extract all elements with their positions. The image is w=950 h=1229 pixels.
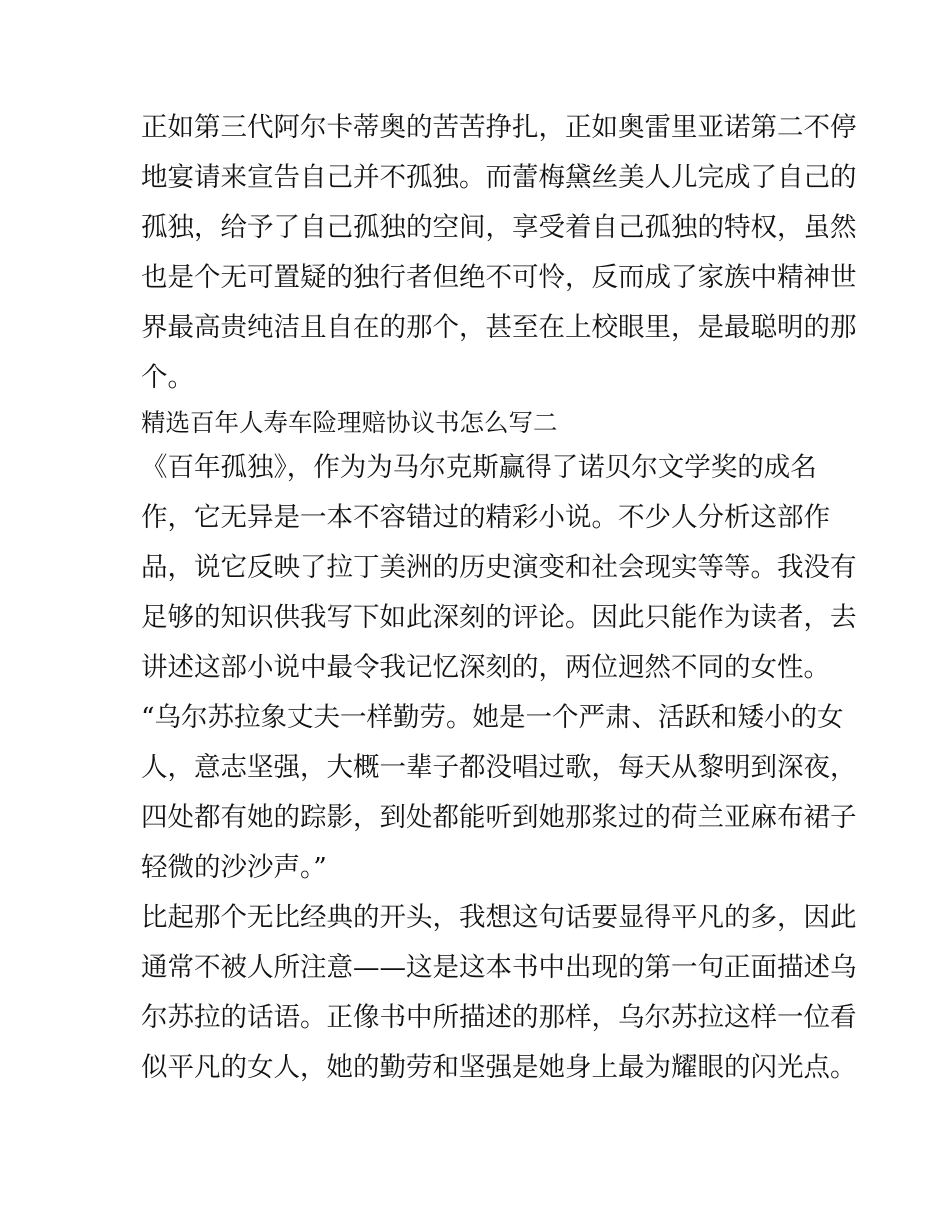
text-line: 尔苏拉的话语。正像书中所描述的那样，乌尔苏拉这样一位看: [141, 1002, 857, 1033]
text-line: 地宴请来宣告自己并不孤独。而蕾梅黛丝美人儿完成了自己的: [141, 162, 857, 193]
text-line: 界最高贵纯洁且自在的那个，甚至在上校眼里，是最聪明的那: [141, 312, 857, 343]
text-line: 孤独，给予了自己孤独的空间，享受着自己孤独的特权，虽然: [141, 212, 857, 243]
text-line: 品，说它反映了拉丁美洲的历史演变和社会现实等等。我没有: [141, 552, 857, 583]
text-line: 通常不被人所注意——这是这本书中出现的第一句正面描述乌: [141, 952, 857, 983]
text-line: 比起那个无比经典的开头，我想这句话要显得平凡的多，因此: [141, 902, 857, 933]
text-line: 轻微的沙沙声。”: [141, 852, 327, 883]
text-line: 正如第三代阿尔卡蒂奥的苦苦挣扎，正如奥雷里亚诺第二不停: [141, 112, 857, 143]
text-line: 似平凡的女人，她的勤劳和坚强是她身上最为耀眼的闪光点。: [141, 1052, 857, 1083]
text-line: 人，意志坚强，大概一辈子都没唱过歌，每天从黎明到深夜，: [141, 752, 857, 783]
section-heading: 精选百年人寿车险理赔协议书怎么写二: [141, 408, 558, 437]
text-line: 个。: [141, 362, 194, 393]
text-line: 讲述这部小说中最令我记忆深刻的，两位迥然不同的女性。: [141, 652, 830, 683]
text-line: 也是个无可置疑的独行者但绝不可怜，反而成了家族中精神世: [141, 262, 857, 293]
text-line: “乌尔苏拉象丈夫一样勤劳。她是一个严肃、活跃和矮小的女: [141, 702, 844, 733]
text-line: 足够的知识供我写下如此深刻的评论。因此只能作为读者，去: [141, 602, 857, 633]
text-line: 四处都有她的踪影，到处都能听到她那浆过的荷兰亚麻布裙子: [141, 802, 857, 833]
text-line: 《百年孤独》，作为为马尔克斯赢得了诺贝尔文学奖的成名: [141, 452, 817, 483]
text-line: 作，它无异是一本不容错过的精彩小说。不少人分析这部作: [141, 502, 830, 533]
body-text: [141, 103, 857, 1093]
